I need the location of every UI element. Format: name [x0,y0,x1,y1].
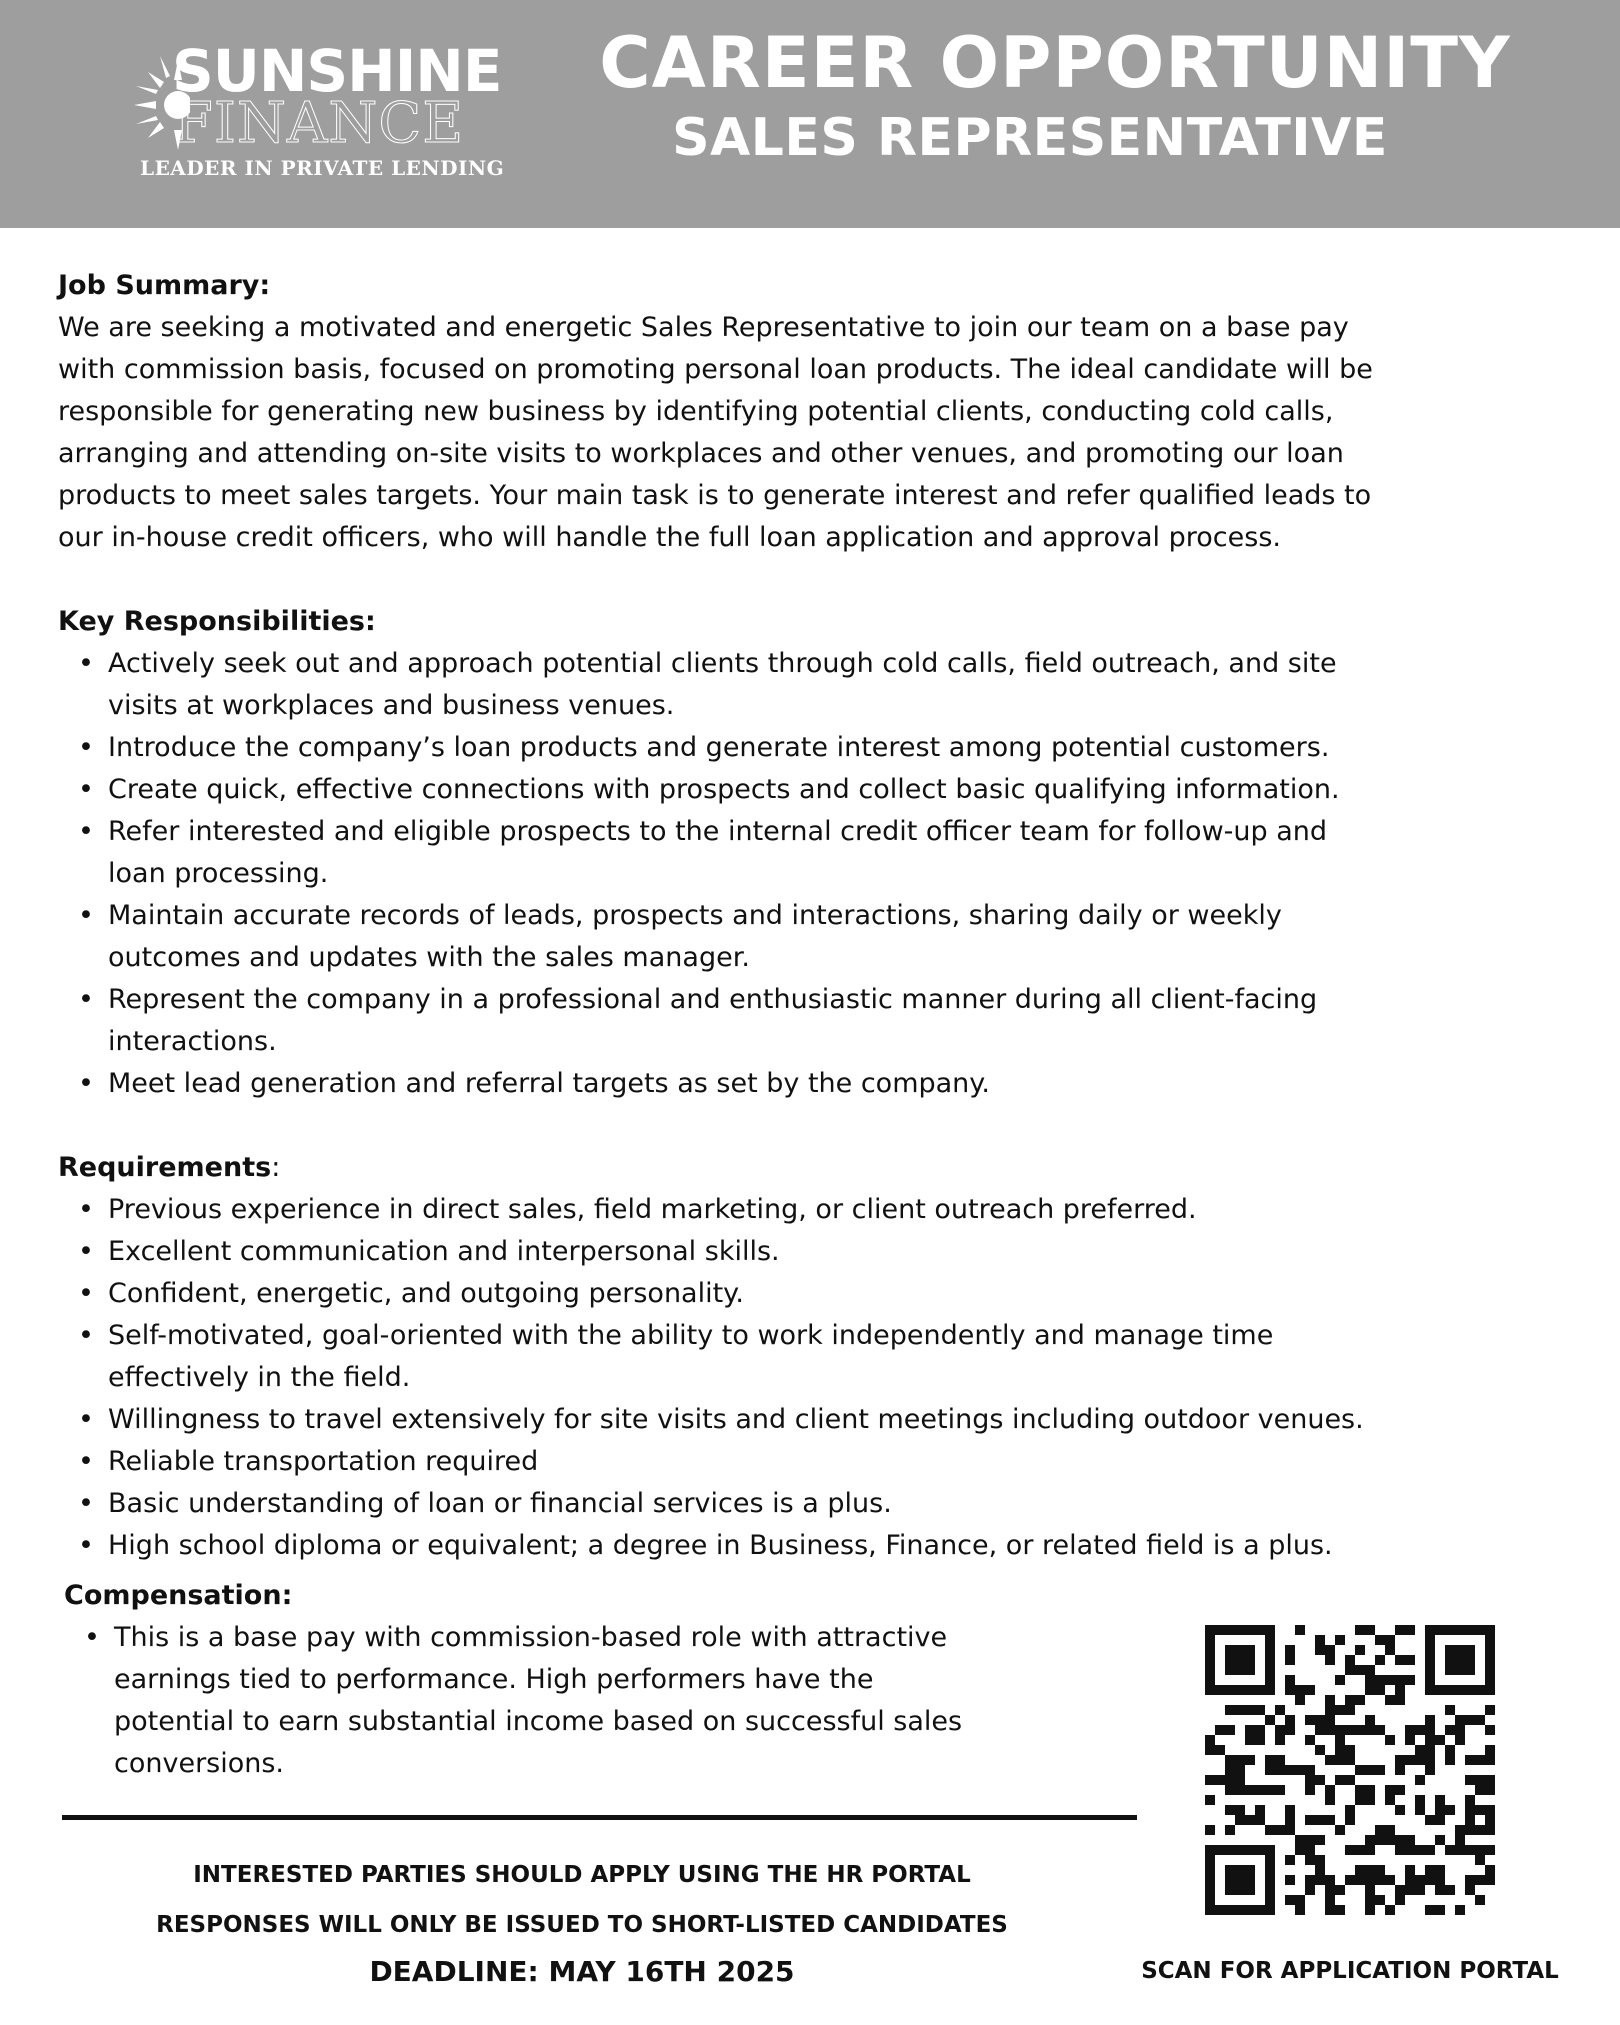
list-item [108,1273,1558,1315]
summary-line: with commission basis, focused on promoting personal loan products. The ideal candidate will be [58,354,1373,385]
list-item [108,643,1558,727]
list-item [108,769,1558,811]
compensation-list [64,1617,1104,1785]
list-item-line: visits at workplaces and business venues. [108,690,675,721]
list-item [108,811,1558,895]
list-item [108,1441,1558,1483]
list-item-line: • Previous experience in direct sales, field marketing, or client outreach preferred. [108,1194,1197,1225]
list-item [108,1189,1558,1231]
summary-line: our in-house credit officers, who will handle the full loan application and approval process. [58,522,1281,553]
job-summary-heading: Job Summary: [58,270,271,301]
deadline: DEADLINE: MAY 16TH 2025 [369,1955,795,1988]
logo-wordmark-bottom: FINANCE [174,91,465,156]
list-item-line: loan processing. [108,858,329,889]
list-item-line: outcomes and updates with the sales manager. [108,942,750,973]
list-item-line: • Introduce the company’s loan products and generate interest among potential customers. [108,732,1330,763]
apply-instructions: INTERESTED PARTIES SHOULD APPLY USING THE HR PORTAL [193,1862,971,1888]
list-item-line: earnings tied to performance. High performers have the [114,1664,874,1695]
responsibilities-list [58,643,1558,1105]
list-item [108,1399,1558,1441]
summary-line: arranging and attending on-site visits to workplaces and other venues, and promoting our loan [58,438,1344,469]
list-item-line: • Willingness to travel extensively for site visits and client meetings including outdoor venues. [108,1404,1364,1435]
responsibilities-heading: Key Responsibilities: [58,606,376,637]
list-item-line: potential to earn substantial income based on successful sales [114,1706,963,1737]
list-item [108,727,1558,769]
list-item-line: • Self-motivated, goal-oriented with the ability to work independently and manage time [108,1320,1274,1351]
summary-line: products to meet sales targets. Your main task is to generate interest and refer qualified leads to [58,480,1372,511]
list-item [108,895,1558,979]
list-item [108,1315,1558,1399]
requirements-list [58,1189,1558,1567]
requirements-section [58,1147,1558,1567]
list-item [108,1063,1558,1105]
logo-wordmark-top: SUNSHINE [172,37,502,105]
compensation-heading: Compensation: [64,1580,293,1611]
qr-code-icon[interactable] [1205,1625,1495,1915]
list-item [108,1525,1558,1567]
list-item-line: • Basic understanding of loan or financial services is a plus. [108,1488,892,1519]
header-banner [0,0,1620,228]
list-item [114,1617,1104,1785]
requirements-heading-text: Requirements [58,1152,272,1183]
list-item-line: • Excellent communication and interpersonal skills. [108,1236,780,1267]
compensation-section [64,1575,1104,1785]
list-item-line: • Maintain accurate records of leads, prospects and interactions, sharing daily or weekly [108,900,1282,931]
list-item-line: • Create quick, effective connections with prospects and collect basic qualifying information. [108,774,1340,805]
requirements-heading [58,1147,1558,1189]
summary-line: responsible for generating new business by identifying potential clients, conducting cold calls, [58,396,1334,427]
response-notice: RESPONSES WILL ONLY BE ISSUED TO SHORT-LISTED CANDIDATES [156,1912,1008,1938]
list-item [108,1483,1558,1525]
list-item-line: • This is a base pay with commission-based role with attractive [114,1622,948,1653]
job-title: SALES REPRESENTATIVE [672,108,1388,168]
list-item-line: interactions. [108,1026,277,1057]
list-item-line: • Confident, energetic, and outgoing personality. [108,1278,744,1309]
divider [62,1815,1137,1820]
job-summary-section [58,265,1558,559]
list-item-line: • Reliable transportation required [108,1446,539,1477]
list-item-line: • Meet lead generation and referral targets as set by the company. [108,1068,991,1099]
list-item-line: • Actively seek out and approach potential clients through cold calls, field outreach, and site [108,648,1337,679]
list-item-line: • Refer interested and eligible prospects to the internal credit officer team for follow-up and [108,816,1328,847]
responsibilities-section [58,601,1558,1105]
list-item-line: conversions. [114,1748,285,1779]
company-logo [130,37,520,190]
summary-line: We are seeking a motivated and energetic Sales Representative to join our team on a base pay [58,312,1349,343]
list-item [108,979,1558,1063]
list-item-line: effectively in the field. [108,1362,411,1393]
logo-tagline: LEADER IN PRIVATE LENDING [140,156,505,180]
qr-caption: SCAN FOR APPLICATION PORTAL [1141,1958,1559,1984]
page-title: CAREER OPPORTUNITY [599,22,1511,104]
requirements-heading-colon: : [271,1152,281,1183]
main-content [58,265,1558,1567]
list-item-line: • Represent the company in a professional and enthusiastic manner during all client-facing [108,984,1318,1015]
list-item [108,1231,1558,1273]
list-item-line: • High school diploma or equivalent; a degree in Business, Finance, or related field is a plus. [108,1530,1333,1561]
